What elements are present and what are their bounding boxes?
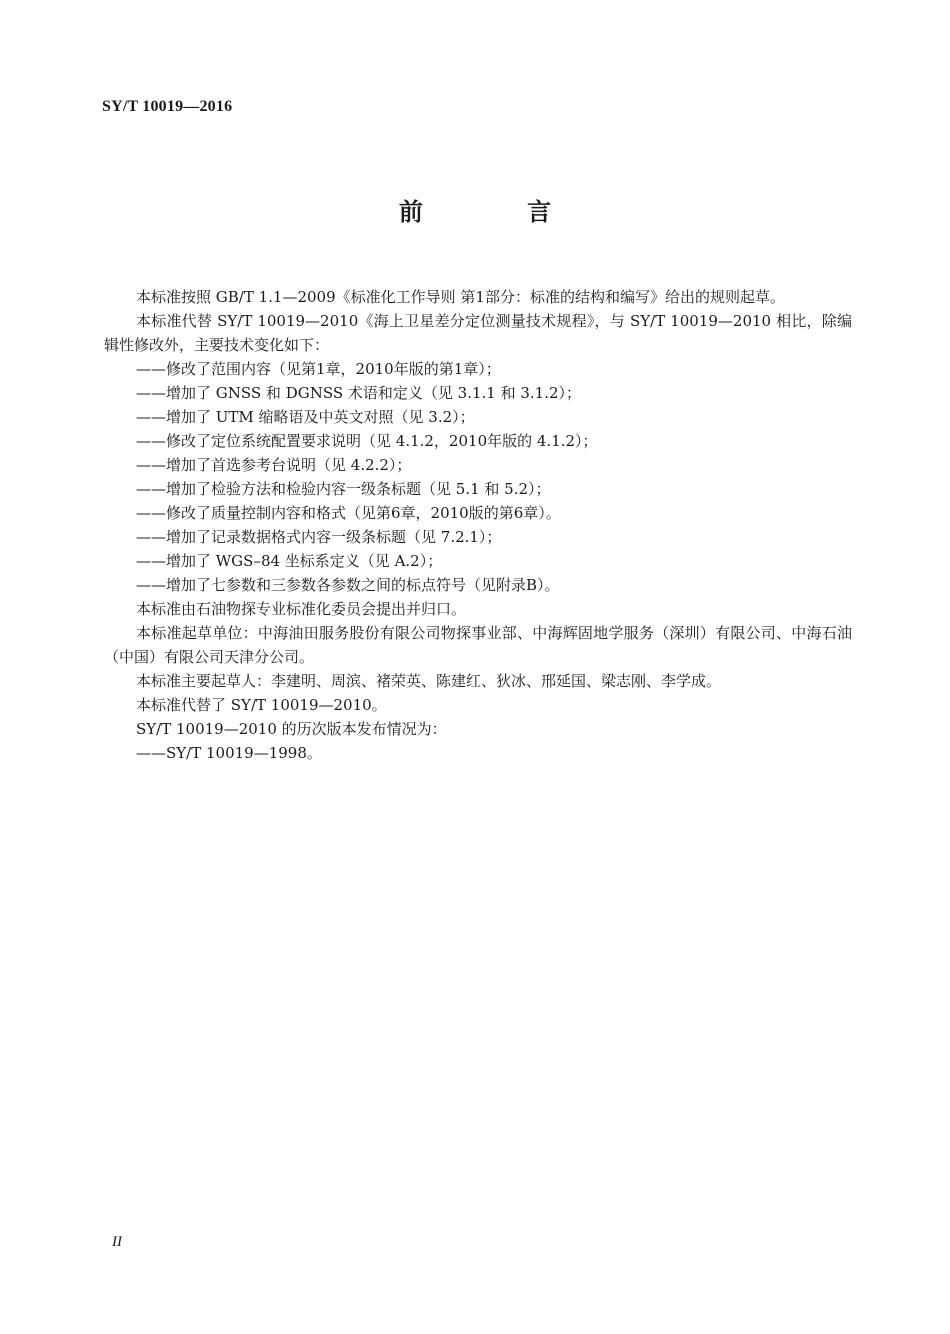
list-item: ——增加了记录数据格式内容一级条标题（见 7.2.1）； bbox=[136, 528, 502, 546]
list-item: ——增加了首选参考台说明（见 4.2.2）； bbox=[136, 456, 412, 474]
paragraph-drafters: 本标准主要起草人：李建明、周滨、褚荣英、陈建红、狄冰、邢延国、梁志刚、李学成。 bbox=[136, 672, 722, 690]
paragraph-version-history: SY/T 10019—2010 的历次版本发布情况为： bbox=[136, 720, 447, 738]
list-item: ——SY/T 10019—1998。 bbox=[136, 744, 322, 762]
page-title: 前 言 bbox=[398, 198, 600, 226]
paragraph-replaced-standard: 本标准代替了 SY/T 10019—2010。 bbox=[136, 696, 387, 714]
list-item: ——增加了 GNSS 和 DGNSS 术语和定义（见 3.1.1 和 3.1.2）； bbox=[136, 384, 582, 402]
paragraph-proposer: 本标准由石油物探专业标准化委员会提出并归口。 bbox=[136, 600, 467, 618]
paragraph-replacement: 本标准代替 SY/T 10019—2010《海上卫星差分定位测量技术规程》，与 SY/T 10019—2010 相比，除编辑性修改外，主要技术变化如下： bbox=[104, 312, 852, 354]
foreword-body bbox=[104, 285, 852, 765]
page-number: II bbox=[112, 1234, 122, 1250]
paragraph-drafting-rules: 本标准按照 GB/T 1.1—2009《标准化工作导则 第1部分：标准的结构和编写》给出的规则起草。 bbox=[136, 288, 785, 306]
paragraph-drafting-units: 本标准起草单位：中海油田服务股份有限公司物探事业部、中海辉固地学服务（深圳）有限公司、中海石油（中国）有限公司天津分公司。 bbox=[104, 624, 852, 666]
history-list bbox=[104, 741, 852, 765]
list-item: ——增加了七参数和三参数各参数之间的标点符号（见附录B）。 bbox=[136, 576, 560, 594]
list-item: ——修改了定位系统配置要求说明（见 4.1.2，2010年版的 4.1.2）； bbox=[136, 432, 598, 450]
list-item: ——修改了范围内容（见第1章，2010年版的第1章）； bbox=[136, 360, 501, 378]
list-item: ——增加了 WGS–84 坐标系定义（见 A.2）； bbox=[136, 552, 443, 570]
list-item: ——增加了 UTM 缩略语及中英文对照（见 3.2）； bbox=[136, 408, 475, 426]
list-item: ——修改了质量控制内容和格式（见第6章，2010版的第6章）。 bbox=[136, 504, 561, 522]
changes-list bbox=[104, 357, 852, 597]
standard-code-header: SY/T 10019—2016 bbox=[102, 98, 233, 115]
list-item: ——增加了检验方法和检验内容一级条标题（见 5.1 和 5.2）； bbox=[136, 480, 551, 498]
